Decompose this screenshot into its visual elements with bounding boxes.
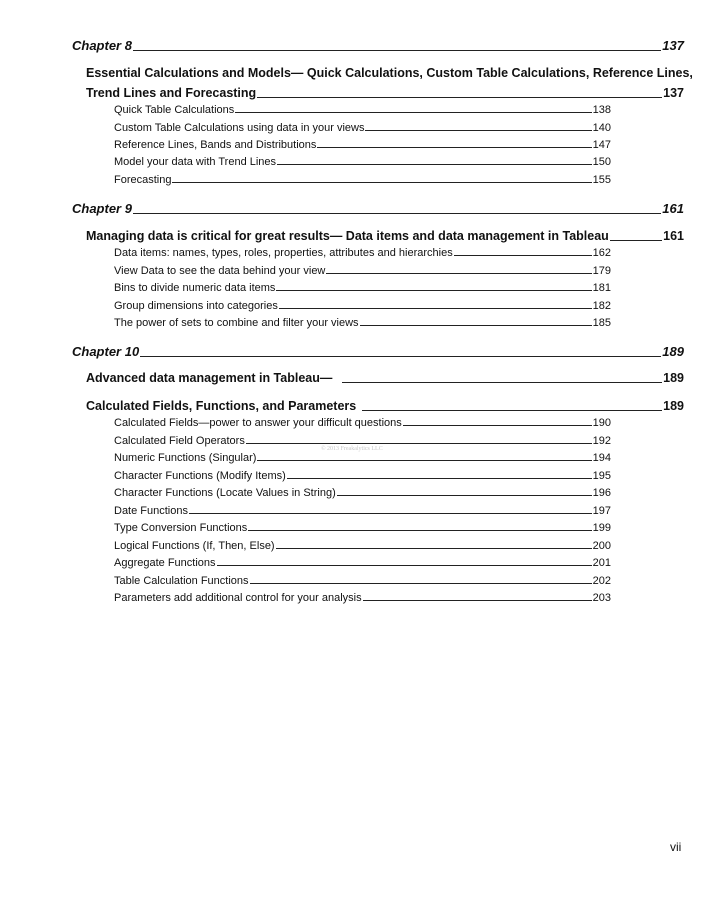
toc-item[interactable] <box>114 104 611 116</box>
toc-item[interactable] <box>114 470 611 482</box>
page-number: 197 <box>592 505 611 517</box>
page-number: 179 <box>592 265 611 277</box>
toc-item[interactable] <box>114 487 611 499</box>
dot-leader <box>317 147 591 148</box>
item-label: Numeric Functions (Singular) <box>114 452 257 464</box>
section-title: Managing data is critical for great results— Data items and data management in Tableau <box>86 229 609 243</box>
item-label: Forecasting <box>114 174 172 186</box>
toc-item[interactable] <box>114 575 611 587</box>
page-number: 194 <box>592 452 611 464</box>
section-title: Essential Calculations and Models— Quick Calculations, Custom Table Calculations, Reference Lines, <box>86 66 693 80</box>
item-label: Bins to divide numeric data items <box>114 282 276 294</box>
item-label: Parameters add additional control for your analysis <box>114 592 362 604</box>
dot-leader <box>362 410 662 411</box>
page-number: 190 <box>592 417 611 429</box>
copyright-watermark: © 2013 Freakalytics LLC <box>321 446 383 452</box>
page-number: 137 <box>662 38 684 53</box>
dot-leader <box>454 255 592 256</box>
toc-chapter-10[interactable] <box>72 344 684 359</box>
dot-leader <box>217 565 592 566</box>
toc-item[interactable] <box>114 122 611 134</box>
item-label: Reference Lines, Bands and Distributions <box>114 139 317 151</box>
page-number: 161 <box>663 229 684 243</box>
item-label: The power of sets to combine and filter your views <box>114 317 359 329</box>
dot-leader <box>360 325 592 326</box>
section-title: Calculated Fields, Functions, and Parameters <box>86 399 357 413</box>
dot-leader <box>172 182 591 183</box>
dot-leader <box>133 50 661 51</box>
item-label: Group dimensions into categories <box>114 300 278 312</box>
page-number: 195 <box>592 470 611 482</box>
toc-item[interactable] <box>114 522 611 534</box>
page-number: 140 <box>592 122 611 134</box>
item-label: Quick Table Calculations <box>114 104 235 116</box>
page-number: 192 <box>592 435 611 447</box>
toc-item[interactable] <box>114 540 611 552</box>
chapter-title: Chapter 8 <box>72 38 132 53</box>
item-label: Logical Functions (If, Then, Else) <box>114 540 275 552</box>
dot-leader <box>189 513 592 514</box>
page-folio: vii <box>670 840 682 854</box>
toc-item[interactable] <box>114 417 611 429</box>
item-label: Character Functions (Locate Values in String) <box>114 487 336 499</box>
item-label: Date Functions <box>114 505 188 517</box>
page-number: 201 <box>592 557 611 569</box>
dot-leader <box>610 240 662 241</box>
page-number: 181 <box>592 282 611 294</box>
toc-item[interactable] <box>114 452 611 464</box>
item-label: Table Calculation Functions <box>114 575 249 587</box>
toc-item[interactable] <box>114 139 611 151</box>
chapter-title: Chapter 9 <box>72 201 132 216</box>
dot-leader <box>342 382 662 383</box>
page-number: 138 <box>592 104 611 116</box>
toc-item[interactable] <box>114 282 611 294</box>
item-label: Type Conversion Functions <box>114 522 248 534</box>
dot-leader <box>257 460 591 461</box>
page-number: 150 <box>592 156 611 168</box>
item-label: Custom Table Calculations using data in your views <box>114 122 365 134</box>
dot-leader <box>276 290 591 291</box>
page-number: 199 <box>592 522 611 534</box>
toc-item[interactable] <box>114 557 611 569</box>
toc-section[interactable] <box>86 399 684 413</box>
dot-leader <box>363 600 592 601</box>
toc-section-line-2[interactable] <box>86 86 684 100</box>
dot-leader <box>365 130 591 131</box>
page-number: 147 <box>592 139 611 151</box>
dot-leader <box>287 478 592 479</box>
page-number: 196 <box>592 487 611 499</box>
dot-leader <box>276 548 592 549</box>
dot-leader <box>250 583 592 584</box>
toc-section-line-1[interactable] <box>86 66 693 80</box>
page-number: 189 <box>662 344 684 359</box>
toc-item[interactable] <box>114 247 611 259</box>
dot-leader <box>248 530 591 531</box>
item-label: Aggregate Functions <box>114 557 216 569</box>
toc-item[interactable] <box>114 300 611 312</box>
toc-section[interactable] <box>86 371 684 385</box>
page-number: 189 <box>663 371 684 385</box>
toc-item[interactable] <box>114 505 611 517</box>
page-number: 155 <box>592 174 611 186</box>
toc-item[interactable] <box>114 592 611 604</box>
item-label: View Data to see the data behind your view <box>114 265 326 277</box>
item-label: Calculated Field Operators <box>114 435 245 447</box>
page-number: 202 <box>592 575 611 587</box>
toc-item[interactable] <box>114 174 611 186</box>
item-label: Model your data with Trend Lines <box>114 156 277 168</box>
item-label: Calculated Fields—power to answer your difficult questions <box>114 417 402 429</box>
item-label: Data items: names, types, roles, properties, attributes and hierarchies <box>114 247 453 259</box>
page-number: 137 <box>663 86 684 100</box>
toc-chapter-9[interactable] <box>72 201 684 216</box>
dot-leader <box>140 356 661 357</box>
page-number: 185 <box>592 317 611 329</box>
item-label: Character Functions (Modify Items) <box>114 470 286 482</box>
page-number: 162 <box>592 247 611 259</box>
dot-leader <box>133 213 661 214</box>
page-number: 200 <box>592 540 611 552</box>
section-title: Advanced data management in Tableau— <box>86 371 333 385</box>
dot-leader <box>279 308 592 309</box>
toc-item[interactable] <box>114 317 611 329</box>
dot-leader <box>277 164 592 165</box>
page-number: 203 <box>592 592 611 604</box>
toc-section[interactable] <box>86 229 684 243</box>
toc-item[interactable] <box>114 265 611 277</box>
dot-leader <box>235 112 591 113</box>
dot-leader <box>337 495 592 496</box>
toc-item[interactable] <box>114 156 611 168</box>
page-number: 182 <box>592 300 611 312</box>
chapter-title: Chapter 10 <box>72 344 140 359</box>
dot-leader <box>403 425 592 426</box>
dot-leader <box>326 273 591 274</box>
page-number: 161 <box>662 201 684 216</box>
toc-chapter-8[interactable] <box>72 38 684 53</box>
dot-leader <box>257 97 662 98</box>
dot-leader <box>246 443 592 444</box>
section-title: Trend Lines and Forecasting <box>86 86 257 100</box>
page-number: 189 <box>663 399 684 413</box>
